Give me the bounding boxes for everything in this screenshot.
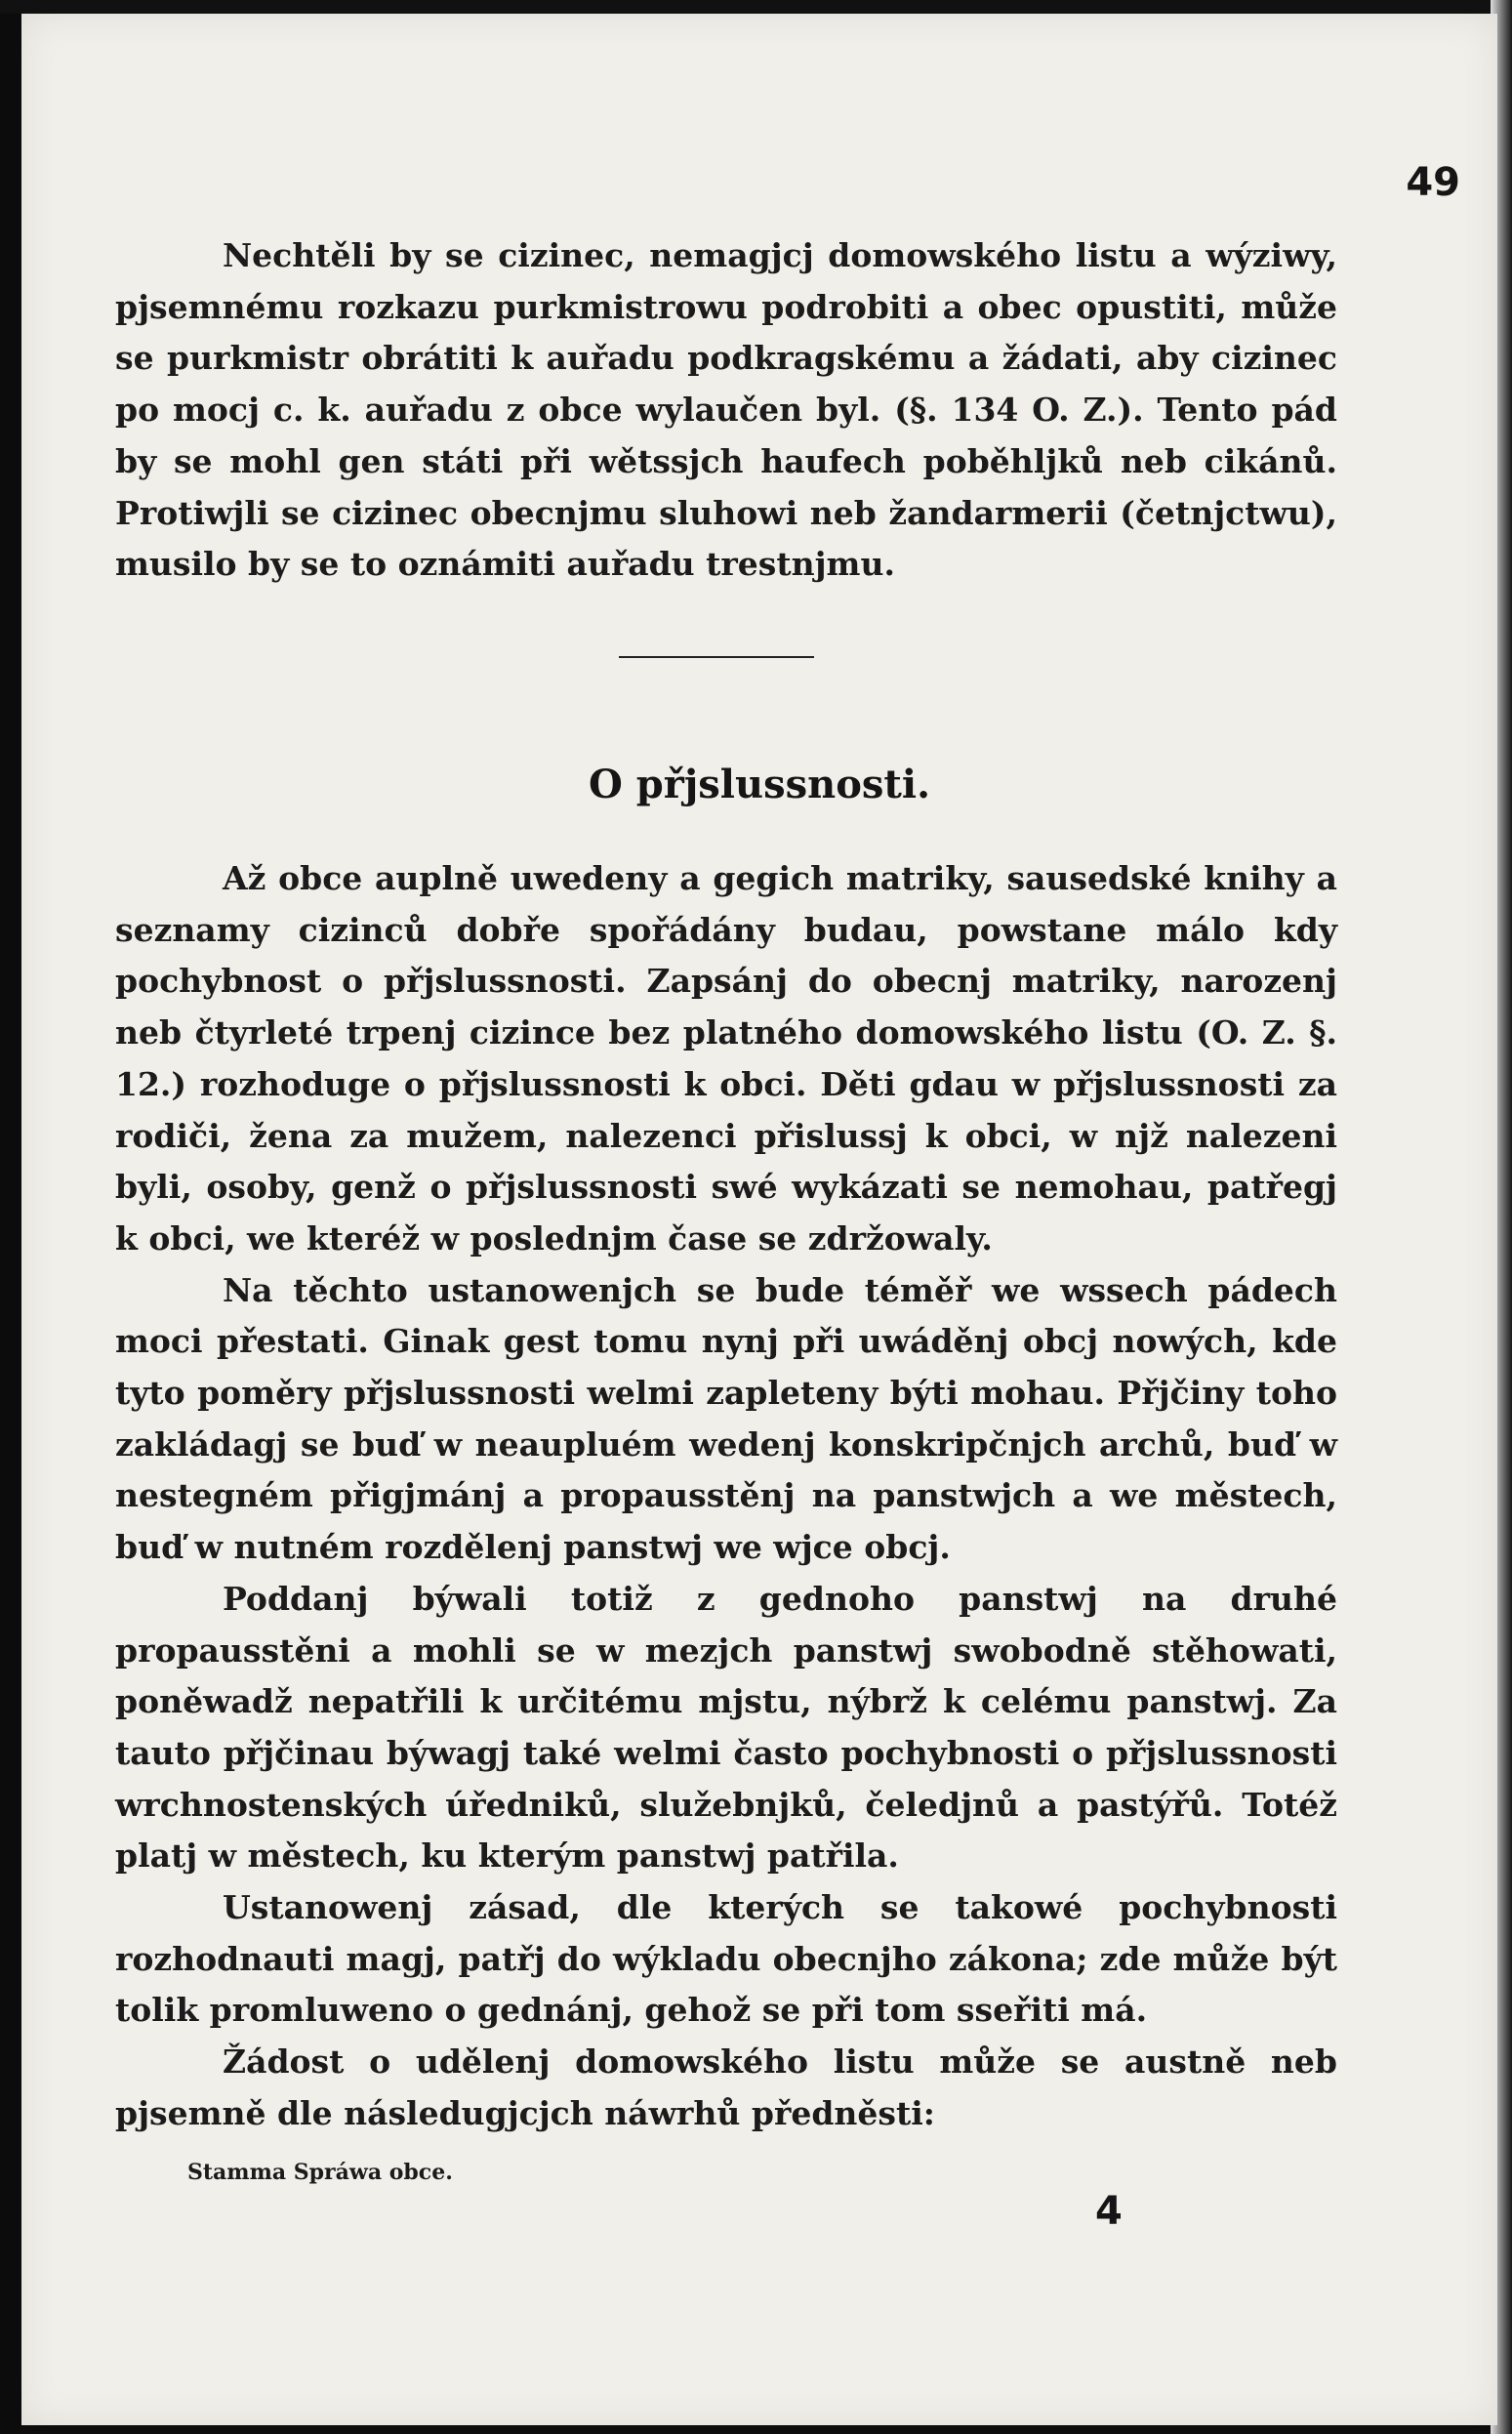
scan-top-edge bbox=[0, 0, 1512, 14]
body-paragraph: Na těchto ustanowenjch se bude téměř we wssech pádech moci přestati. Ginak gest tomu nynj při uwáděnj obcj nowých, kde tyto poměry přjslussnosti welmi zapleteny býti mohau. Přjčiny toho zakládagj se buď w neaupluém wedenj konskripčnjch archů, buď w nestegném přigjmánj a propausstěnj na panstwjch a we městech, buď w nutném rozdělenj panstwj we wjce obcj. bbox=[115, 1270, 1337, 1567]
sheet-number: 4 bbox=[1095, 2189, 1123, 2234]
section-divider bbox=[619, 656, 814, 658]
body-paragraph: Až obce auplně uwedeny a gegich matriky, sausedské knihy a seznamy cizinců dobře spořádány budau, powstane málo kdy pochybnost o přjslussnosti. Zapsánj do obecnj matriky, narozenj neb čtyrleté trpenj cizince bez platného domowského listu (O. Z. §. 12.) rozhoduge o přjslussnosti k obci. Děti gdau w přjslussnosti za rodiči, žena za mužem, nalezenci přislussj k obci, w njž nalezeni byli, osoby, genž o přjslussnosti swé wykázati se nemohau, patřegj k obci, we kteréž w poslednjm čase se zdržowaly. bbox=[115, 859, 1337, 1258]
body-paragraph: Žádost o udělenj domowského listu může se austně neb pjsemně dle následugjcjch náwrhů předněsti: bbox=[115, 2042, 1337, 2132]
page-number: 49 bbox=[1406, 160, 1460, 205]
intro-paragraph: Nechtěli by se cizinec, nemagjcj domowského listu a wýziwy, pjsemnému rozkazu purkmistrowu podrobiti a obec opustiti, může se purkmistr obrátiti k auřadu podkragskému a žádati, aby cizinec po mocj c. k. auřadu z obce wylaučen byl. (§. 134 O. Z.). Tento pád by se mohl gen státi při wětssjch haufech poběhljků neb cikánů. Protiwjli se cizinec obecnjmu sluhowi neb žandarmerii (četnjctwu), musilo by se to oznámiti auřadu trestnjmu. bbox=[115, 236, 1337, 584]
footer-signature: Stamma Spráwa obce. bbox=[187, 2160, 453, 2185]
body-paragraph: Ustanowenj zásad, dle kterých se takowé pochybnosti rozhodnauti magj, patřj do wýkladu obecnjho zákona; zde může být tolik promluweno o gednánj, gehož se při tom sseřiti má. bbox=[115, 1888, 1337, 2030]
book-page bbox=[21, 14, 1497, 2425]
intro-text-block bbox=[115, 230, 1337, 591]
section-heading: O přjslussnosti. bbox=[589, 762, 930, 807]
body-paragraph: Poddanj býwali totiž z gednoho panstwj na druhé propausstěni a mohli se w mezjch panstwj swobodně stěhowati, poněwadž nepatřili k určitému mjstu, nýbrž k celému panstwj. Za tauto přjčinau býwagj také welmi často pochybnosti o přjslussnosti wrchnostenských úředniků, služebnjků, čeledjnů a pastýřů. Totéž platj w městech, ku kterým panstwj patřila. bbox=[115, 1579, 1337, 1876]
body-text-block bbox=[115, 853, 1337, 2140]
